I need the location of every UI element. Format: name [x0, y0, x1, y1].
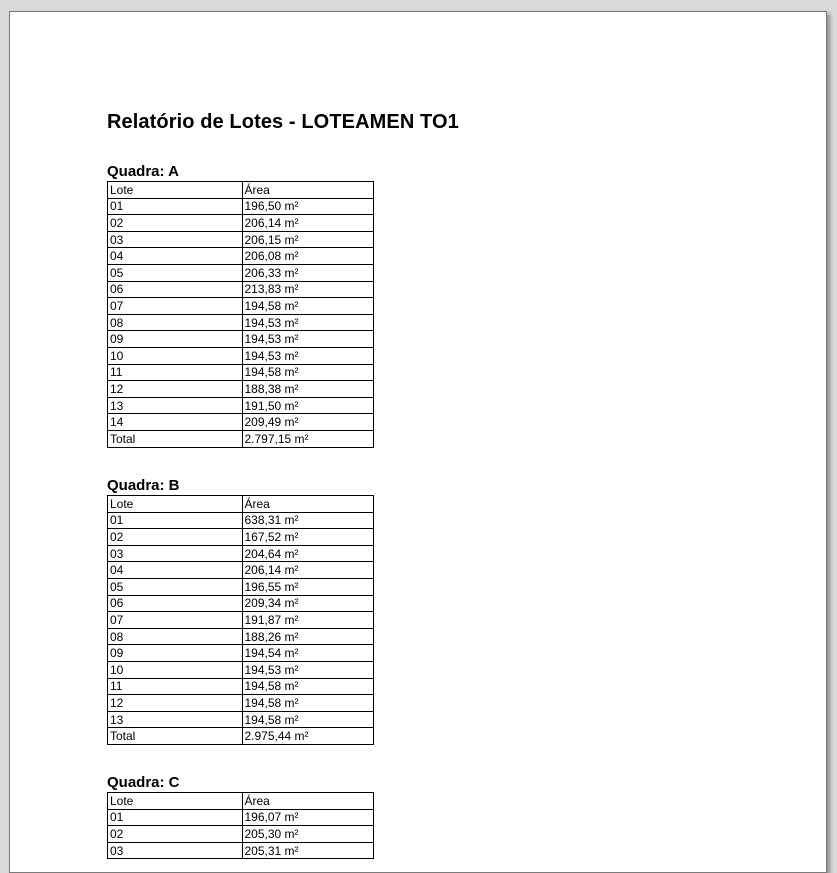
- area-cell: 167,52 m²: [242, 529, 374, 546]
- table-row: [108, 281, 374, 298]
- lote-cell: 11: [108, 678, 243, 695]
- table-row: [108, 678, 374, 695]
- lote-cell: 13: [108, 397, 243, 414]
- lote-cell: 03: [108, 231, 243, 248]
- table-row: [108, 628, 374, 645]
- lote-cell: 10: [108, 661, 243, 678]
- lote-cell: 10: [108, 347, 243, 364]
- lotes-table: [107, 181, 374, 448]
- area-cell: 209,49 m²: [242, 414, 374, 431]
- area-cell: 2.797,15 m²: [242, 430, 374, 447]
- table-row: [108, 562, 374, 579]
- area-cell: 194,53 m²: [242, 661, 374, 678]
- lote-cell: 06: [108, 281, 243, 298]
- area-cell: 191,87 m²: [242, 612, 374, 629]
- table-row: [108, 331, 374, 348]
- area-cell: 205,31 m²: [242, 842, 374, 859]
- table-row: [108, 264, 374, 281]
- table-row: [108, 231, 374, 248]
- quadra-section: [107, 163, 374, 448]
- table-row: [108, 826, 374, 843]
- column-header-area: Área: [242, 182, 374, 199]
- table-row: [108, 809, 374, 826]
- area-cell: 194,53 m²: [242, 331, 374, 348]
- area-cell: 206,15 m²: [242, 231, 374, 248]
- area-cell: 2.975,44 m²: [242, 728, 374, 745]
- area-cell: 205,30 m²: [242, 826, 374, 843]
- lote-cell: 01: [108, 512, 243, 529]
- area-cell: 206,33 m²: [242, 264, 374, 281]
- lote-cell: 01: [108, 198, 243, 215]
- table-header-row: [108, 793, 374, 810]
- area-cell: 194,53 m²: [242, 314, 374, 331]
- table-row: [108, 661, 374, 678]
- quadra-heading: Quadra: A: [107, 163, 179, 180]
- table-row: [108, 578, 374, 595]
- table-row: [108, 612, 374, 629]
- table-row: [108, 381, 374, 398]
- table-header-row: [108, 182, 374, 199]
- lote-cell: 12: [108, 381, 243, 398]
- lote-cell: 04: [108, 248, 243, 265]
- lote-cell: 09: [108, 331, 243, 348]
- report-page: [9, 11, 827, 873]
- lote-cell: Total: [108, 728, 243, 745]
- lote-cell: 03: [108, 842, 243, 859]
- area-cell: 206,08 m²: [242, 248, 374, 265]
- quadra-section: [107, 477, 374, 745]
- lote-cell: 06: [108, 595, 243, 612]
- lote-cell: 02: [108, 529, 243, 546]
- area-cell: 196,07 m²: [242, 809, 374, 826]
- table-row: [108, 314, 374, 331]
- lote-cell: 11: [108, 364, 243, 381]
- table-row: [108, 529, 374, 546]
- lote-cell: 07: [108, 612, 243, 629]
- lote-cell: 03: [108, 545, 243, 562]
- table-row: [108, 695, 374, 712]
- lote-cell: 05: [108, 578, 243, 595]
- table-row: [108, 842, 374, 859]
- lote-cell: 09: [108, 645, 243, 662]
- area-cell: 194,58 m²: [242, 678, 374, 695]
- table-row: [108, 347, 374, 364]
- table-row: [108, 512, 374, 529]
- table-row: [108, 711, 374, 728]
- report-title: Relatório de Lotes - LOTEAMEN TO1: [107, 111, 459, 133]
- table-row: [108, 595, 374, 612]
- area-cell: 194,53 m²: [242, 347, 374, 364]
- table-header-row: [108, 496, 374, 513]
- area-cell: 213,83 m²: [242, 281, 374, 298]
- lotes-table: [107, 495, 374, 745]
- lote-cell: 04: [108, 562, 243, 579]
- table-row: [108, 248, 374, 265]
- lote-cell: 05: [108, 264, 243, 281]
- area-cell: 194,58 m²: [242, 711, 374, 728]
- table-row: [108, 645, 374, 662]
- lote-cell: 01: [108, 809, 243, 826]
- area-cell: 188,26 m²: [242, 628, 374, 645]
- column-header-lote: Lote: [108, 793, 243, 810]
- area-cell: 209,34 m²: [242, 595, 374, 612]
- table-row: [108, 545, 374, 562]
- table-row: [108, 414, 374, 431]
- lotes-table: [107, 792, 374, 859]
- quadra-heading: Quadra: C: [107, 774, 180, 791]
- area-cell: 188,38 m²: [242, 381, 374, 398]
- column-header-lote: Lote: [108, 496, 243, 513]
- area-cell: 191,50 m²: [242, 397, 374, 414]
- lote-cell: Total: [108, 430, 243, 447]
- area-cell: 206,14 m²: [242, 215, 374, 232]
- column-header-area: Área: [242, 496, 374, 513]
- area-cell: 206,14 m²: [242, 562, 374, 579]
- table-row: [108, 397, 374, 414]
- area-cell: 194,58 m²: [242, 695, 374, 712]
- quadra-section: [107, 774, 374, 859]
- table-row: [108, 364, 374, 381]
- area-cell: 196,50 m²: [242, 198, 374, 215]
- lote-cell: 02: [108, 826, 243, 843]
- lote-cell: 02: [108, 215, 243, 232]
- lote-cell: 08: [108, 628, 243, 645]
- column-header-lote: Lote: [108, 182, 243, 199]
- quadra-heading: Quadra: B: [107, 477, 180, 494]
- lote-cell: 08: [108, 314, 243, 331]
- lote-cell: 07: [108, 298, 243, 315]
- area-cell: 196,55 m²: [242, 578, 374, 595]
- area-cell: 194,54 m²: [242, 645, 374, 662]
- column-header-area: Área: [242, 793, 374, 810]
- area-cell: 194,58 m²: [242, 298, 374, 315]
- lote-cell: 12: [108, 695, 243, 712]
- area-cell: 638,31 m²: [242, 512, 374, 529]
- lote-cell: 13: [108, 711, 243, 728]
- area-cell: 204,64 m²: [242, 545, 374, 562]
- table-row: [108, 198, 374, 215]
- lote-cell: 14: [108, 414, 243, 431]
- table-row: [108, 215, 374, 232]
- total-row: [108, 430, 374, 447]
- table-row: [108, 298, 374, 315]
- total-row: [108, 728, 374, 745]
- area-cell: 194,58 m²: [242, 364, 374, 381]
